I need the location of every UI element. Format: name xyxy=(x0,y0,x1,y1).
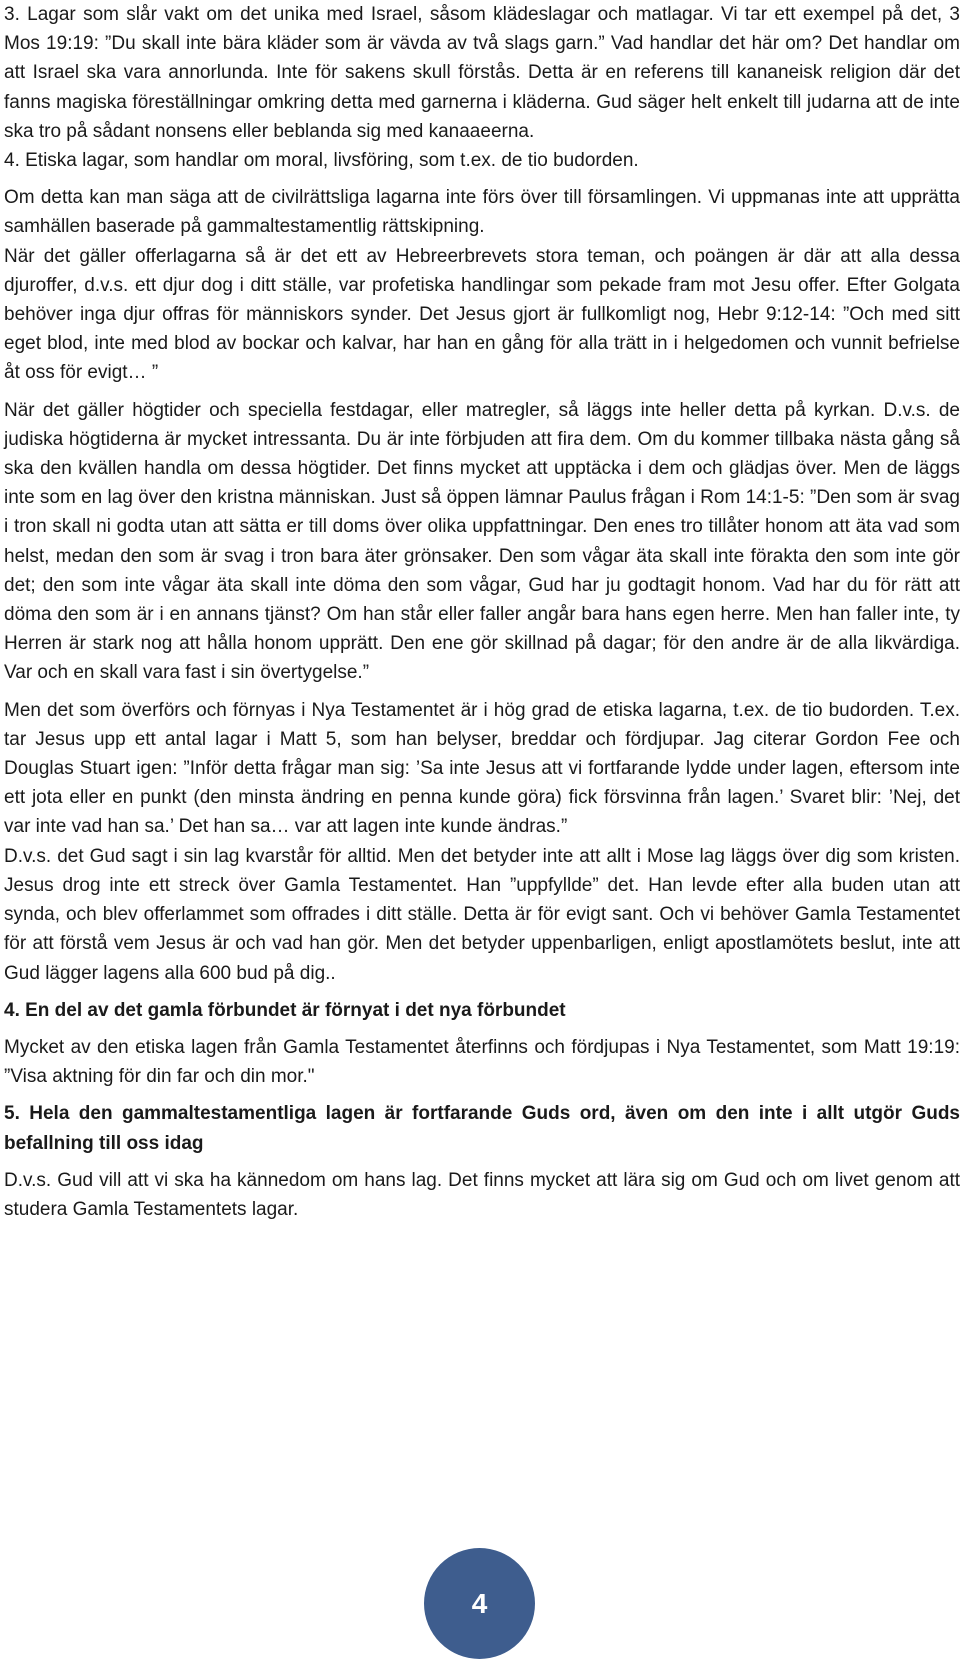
paragraph-fulfilled-law: D.v.s. det Gud sagt i sin lag kvarstår för alltid. Men det betyder inte att allt i Mose lag läggs över dig som kristen. Jesus drog inte ett streck över Gamla Testamentet. Han ”uppfyllde” det. Han levde efter alla buden utan att synda, och blev offerlammet som offrades i ditt ställe. Detta är för evigt sant. Och vi behöver Gamla Testamentet för att förstå vem Jesus är och vad han gör. Men det betyder uppenbarligen, enligt apostlamötets beslut, inte att Gud lägger lagens alla 600 bud på dig.. xyxy=(4,845,960,984)
paragraph-renewed-covenant: Mycket av den etiska lagen från Gamla Testamentet återfinns och fördjupas i Nya Testamentet, som Matt 19:19: ”Visa aktning för din far och din mor." xyxy=(4,1036,960,1088)
paragraph-ethical-laws: Men det som överförs och förnyas i Nya Testamentet är i hög grad de etiska lagarna, t.ex. de tio budorden. T.ex. tar Jesus upp ett antal lagar i Matt 5, som han belyser, breddar och fördjupar. Jag citerar Gordon Fee och Douglas Stuart igen: ”Inför detta frågar man sig: ’Sa inte Jesus att vi fortfarande lydde under lagen, eftersom inte ett jota eller en punkt (den minsta ändring en penna kunde göra) fick försvinna från lagen.’ Svaret blir: ’Nej, det var inte vad han sa.’ Det han sa… var att lagen inte kunde ändras.” xyxy=(4,699,960,838)
paragraph-law-categories-4: 4. Etiska lagar, som handlar om moral, livsföring, som t.ex. de tio budorden. xyxy=(4,150,639,172)
section-heading-5: 5. Hela den gammaltestamentliga lagen är fortfarande Guds ord, även om den inte i allt utgör Guds befallning till oss idag xyxy=(4,1103,960,1154)
section-heading-4: 4. En del av det gamla förbundet är förnyat i det nya förbundet xyxy=(4,999,566,1021)
page-number-badge xyxy=(424,1548,535,1659)
document-body xyxy=(4,0,960,1224)
page-number: 4 xyxy=(471,1587,488,1619)
paragraph-gods-word: D.v.s. Gud vill att vi ska ha kännedom om hans lag. Det finns mycket att lära sig om Gud och om livet genom att studera Gamla Testamentets lagar. xyxy=(4,1169,960,1220)
paragraph-sacrificial-laws: När det gäller offerlagarna så är det ett av Hebreerbrevets stora teman, och poängen är där att alla dessa djuroffer, d.v.s. ett djur dog i ditt ställe, var profetiska handlingar som pekade fram mot Jesu offer. Efter Golgata behöver inga djur offras för människors synder. Det Jesus gjort är fullkomligt nog, Hebr 9:12-14: ”Och med sitt eget blod, inte med blod av bockar och kalvar, har han en gång för alla trätt in i helgedomen och vunnit befrielse åt oss för evigt… ” xyxy=(4,245,960,384)
paragraph-law-categories-3: 3. Lagar som slår vakt om det unika med Israel, såsom klädeslagar och matlagar. Vi tar ett exempel på det, 3 Mos 19:19: ”Du skall inte bära kläder som är vävda av två slags garn.” Vad handlar det här om? Det handlar om att Israel ska vara annorlunda. Inte för sakens skull förstås. Detta är en referens till kananeisk religion där det fanns magiska föreställningar omkring detta med garnerna i kläderna. Gud säger helt enkelt till judarna att de inte ska tro på sådant nonsens eller beblanda sig med kanaaeerna. xyxy=(4,4,960,142)
paragraph-civil-laws: Om detta kan man säga att de civilrättsliga lagarna inte förs över till församlingen. Vi uppmanas inte att upprätta samhällen baserade på gammaltestamentlig rättskipning. xyxy=(4,187,960,238)
paragraph-holidays: När det gäller högtider och speciella festdagar, eller matregler, så läggs inte heller detta på kyrkan. D.v.s. de judiska högtiderna är mycket intressanta. Du är inte förbjuden att fira dem. Om du kommer tillbaka nästa gång så ska den kvällen handla om dessa högtider. Det finns mycket att upptäcka i dem och glädjas över. Men de läggs inte som en lag över den kristna människan. Just så öppen lämnar Paulus frågan i Rom 14:1-5: ”Den som är svag i tron skall ni godta utan att sätta er till doms över olika uppfattningar. Den enes tro tillåter honom att äta vad som helst, medan den som är svag i tron bara äter grönsaker. Den som vågar äta skall inte förakta den som inte gör det; den som inte vågar äta skall inte döma den som vågar, Gud har ju godtagit honom. Vad har du för rätt att döma den som är i en annans tjänst? Om han står eller faller angår bara hans egen herre. Men han faller inte, ty Herren är stark nog att hålla honom upprätt. Den ene gör skillnad på dagar; för den andre är de alla likvärdiga. Var och en skall vara fast i sin övertygelse.” xyxy=(4,399,960,684)
